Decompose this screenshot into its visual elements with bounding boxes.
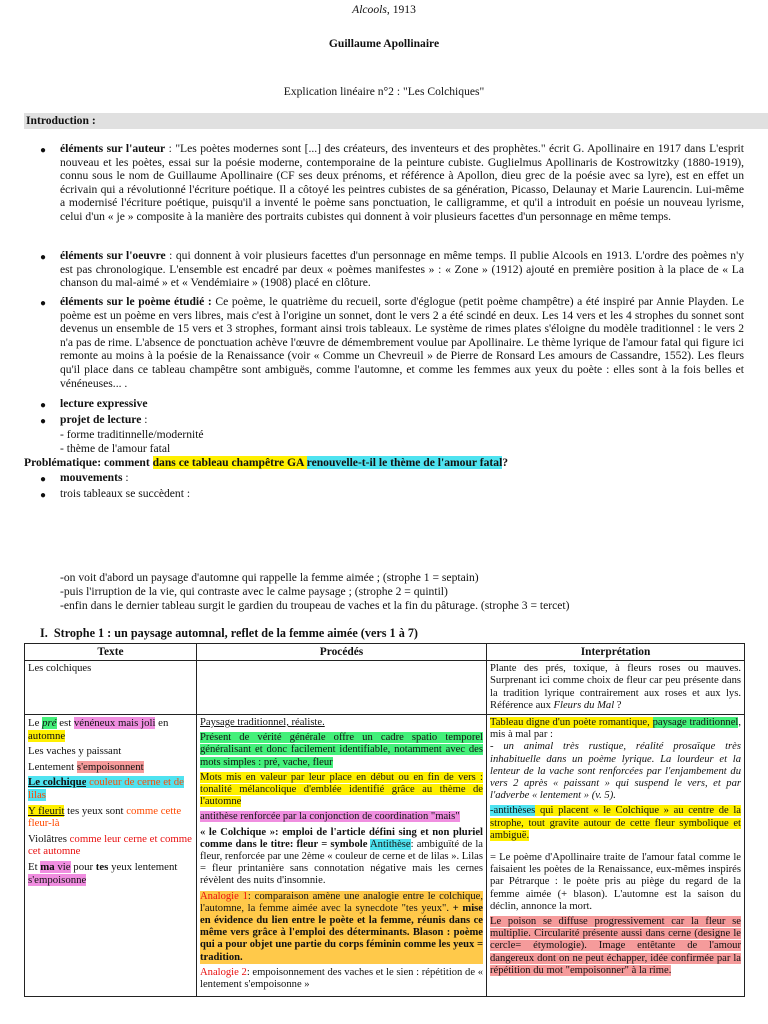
poem-word-pre: pré — [42, 717, 57, 730]
poem-line-2 — [28, 745, 193, 758]
author-name: Guillaume Apollinaire — [328, 37, 440, 50]
header-procedes: Procédés — [197, 644, 487, 661]
interp-1-highlight: paysage traditionnel — [652, 717, 739, 729]
interp-1-c: - un animal très rustique, réalité prosaïque très inhabituelle dans un poème lyrique. La lourdeur et la lenteur de la vache sont renforcées par l'enjambement du vers 2 après « paissant » qui suspend le vers, et par l'adverbe « lentement » (v. 5). — [490, 741, 741, 802]
interp-1 — [490, 717, 741, 802]
interp-title-end: ? — [614, 699, 622, 711]
analysis-table — [24, 643, 745, 997]
projet-line-2: - thème de l'amour fatal — [60, 442, 171, 455]
problematique — [24, 456, 508, 470]
poem-line-text: Les vaches y paissant — [28, 745, 122, 758]
procede-3 — [200, 772, 483, 809]
interp-2-a: -antithèses — [490, 805, 536, 817]
poem-word: pour — [70, 860, 96, 873]
oeuvre-label: éléments sur l'oeuvre — [60, 249, 166, 262]
poem-word-veneneux: vénéneux mais joli — [73, 717, 156, 730]
header-texte: Texte — [25, 644, 197, 661]
section-1-number: I. — [40, 626, 48, 640]
auteur-text: : "Les poètes modernes sont [...] des créateurs, des inventeurs et des prophètes." écrit G. Apollinaire en 1917 dans L'esprit nouveau et les poètes, essai sur la poésie moderne, contemporaine de la peinture cubiste. Guglielmus Apollinaris de Kostrowitzky (1880-1919), connu sous le nom de Guillaume Apollinaire (CF ses deux prénoms, et référence à Apollon, dieu grec de la poésie avec sa lyre), est en effet un écrivain qui a révolutionné l'écriture poétique. Il a côtoyé les peintres cubistes de sa génération, Picasso, Delaunay et Marie Laurencin. Lui-même a modernisé l'écriture poétique, puisqu'il a inventé le poème sans ponctuation, le calligramme, et qu'il a introduit en poésie un nouveau lyrisme, celui d'un « je » composite à la manière des portraits cubistes qui donnent à voir plusieurs facettes d'un personnage en même temps. — [60, 142, 744, 223]
cell-interpretation — [487, 715, 745, 997]
poem-word-fleurit: Y fleurit — [28, 804, 65, 817]
section-1-title: Strophe 1 : un paysage automnal, reflet de la femme aimée (vers 1 à 7) — [53, 626, 418, 640]
poem-word: yeux lentement — [108, 860, 178, 873]
poem-line-5 — [28, 805, 193, 830]
poem-word-empoisonne: s'empoisonne — [28, 873, 87, 886]
poem-word-empoisonnent: s'empoisonnent — [76, 760, 144, 773]
poeme-label: éléments sur le poème étudié : — [60, 295, 212, 308]
poem-word: Lentement — [28, 760, 77, 773]
poem-word-comparaison: comme cette fleur-là — [28, 804, 182, 830]
procede-5-rest: : ambiguïté de la fleur, renforcée par une 2ème « couleur de cerne et de lilas ». Lilas = fleur printanière sans connotation négative mais les cernes révèlent des nuits d'insomnie. — [200, 838, 483, 887]
cell-texte-poem — [25, 715, 197, 997]
trois-tableaux: trois tableaux se succèdent : — [60, 487, 191, 500]
poem-word-comme: comme leur cerne et comme cet automne — [28, 832, 192, 858]
poeme-text: Ce poème, le quatrième du recueil, sorte d'églogue (petit poème champêtre) a été inspiré par Annie Playden. Le poème est un poème en vers libres, mais c'est à l'origine un sonnet, dont le vers 2 a été scindé en deux. Les 14 vers et les 4 strophes du sonnet sont devenus un ensemble de 15 vers et 3 strophes, formant ainsi trois tableaux. Le système de rimes plates s'éloigne du modèle traditionnel : le vers 2 n'a pas de rime. L'absence de ponctuation achève l'œuvre de démembrement voulue par Apollinaire. Le thème lyrique de l'amour fatal qui figure ici remonte au moins à la poésie de la Renaissance (voir « Comme un Chevreuil » de Pierre de Ronsard Les amours de Cassandre, 1552). Les fleurs qu'il place dans ce tableau champêtre sont ambiguës, comme l'automne, et comme les femmes aux yeux du poète : elles sont à la fois belles et vénéneuses... . — [60, 295, 745, 390]
interp-3: = Le poème d'Apollinaire traite de l'amour fatal comme le faisaient les poètes de la Renaissance, eux-mêmes inspirés par Pétrarque : le poète pris au piège du regard de la femme aimée (+ blason). L'automne est la saison du déclin, annonce la mort. — [490, 852, 741, 912]
bullet-icon: ● — [40, 416, 47, 427]
bullet-icon: ● — [40, 298, 47, 309]
interp-2 — [490, 805, 741, 842]
cell-procedes — [197, 715, 487, 997]
poem-word: Et — [28, 860, 41, 873]
poem-word-ma: ma — [40, 860, 55, 873]
bullet-icon: ● — [40, 400, 47, 411]
procede-2 — [200, 732, 483, 769]
introduction-heading: Introduction : — [24, 113, 768, 129]
mouvements-colon: : — [122, 471, 129, 484]
poem-word: Violâtres — [28, 832, 70, 845]
work-title — [0, 3, 768, 17]
interp-4 — [490, 916, 741, 977]
projet-colon: : — [141, 413, 148, 426]
procede-7-label: Analogie 2 — [200, 966, 247, 978]
bullet-icon: ● — [40, 474, 47, 485]
work-title-name: Alcools — [352, 3, 387, 16]
procede-7 — [200, 967, 483, 991]
lecture-label: lecture expressive — [60, 397, 148, 410]
poem-word-automne: automne — [28, 729, 66, 742]
projet-label — [60, 413, 147, 427]
procede-7-text: : empoisonnement des vaches et le sien : répétition de « lentement s'empoisonne » — [200, 966, 483, 991]
procede-3-text: Mots mis en valeur par leur place en début ou en fin de vers : tonalité mélancolique d'emblée identifié grâce au thème de l'automne — [200, 771, 483, 808]
procede-1: Paysage traditionnel, réaliste. — [200, 717, 325, 729]
table-row — [25, 715, 745, 997]
interp-2-b: qui placent « le Colchique » au centre de la strophe, tout gravite autour de cette fleur symbolique et ambiguë. — [490, 805, 741, 841]
procede-2-text: Présent de vérité générale offre un cadre spatio temporel généralisant et donc facilement identifiable, notamment avec des mots simples : pré, vache, fleur — [200, 732, 483, 768]
oeuvre-text: : qui donnent à voir plusieurs facettes d'un personnage en même temps. Il publie Alcools en 1913. L'ordre des poèmes n'y est pas chronologique. L'ensemble est encadré par deux « poèmes manifestes » : « Zone » (1912) ajouté en première position à la place de « La chanson du mal-aimé » et « Vendémiaire » (1908) placé en clôture. — [60, 249, 744, 290]
procede-6-label: Analogie 1 — [200, 890, 248, 902]
cell-procedes-empty — [197, 661, 487, 715]
interp-4-text: Le poison se diffuse progressivement car la fleur se multiplie. Circularité présente aussi dans cerne (designe le cercle= étymologie). Image entêtante de l'amour dangereux dont on ne peut échapper, idée confirmée par la répétition du mot "empoisonner" à la rime. — [490, 916, 741, 976]
poem-line-1 — [28, 717, 193, 742]
mouvements-label — [60, 471, 129, 485]
interp-1-b: , mis à mal par : — [490, 717, 741, 741]
poem-line-7 — [28, 861, 193, 886]
poem-word-couleur: couleur de cerne et de lilas — [28, 776, 184, 801]
movement-1: -on voit d'abord un paysage d'automne qui rappelle la femme aimée ; (strophe 1 = septain) — [60, 571, 479, 584]
problematique-highlight-1: dans ce tableau champêtre GA — [152, 456, 307, 469]
movement-3: -enfin dans le dernier tableau surgit le gardien du troupeau de vaches et la fin du pâturage. (strophe 3 = tercet) — [60, 599, 570, 612]
procede-5-bold: « le Colchique »: emploi de l'article défini sing et non pluriel comme dans le titre: fleur = symbole — [200, 826, 483, 850]
projet-line-1: - forme traditinnelle/modernité — [60, 428, 204, 441]
poeme-paragraph — [60, 295, 744, 390]
procede-6-text: : comparaison amène une analogie entre le colchique, l'automne, la femme aimée avec la synecdote "tes yeux". — [200, 890, 483, 914]
poem-word: est — [56, 717, 74, 730]
interp-title-italic: Fleurs du Mal — [553, 699, 615, 711]
bullet-icon: ● — [40, 145, 47, 156]
poem-line-3 — [28, 761, 193, 774]
interp-1-a: Tableau digne d'un poète romantique, — [490, 717, 653, 729]
procede-5-antithese: Antithèse — [370, 838, 411, 850]
procede-4 — [200, 811, 483, 823]
problematique-label: Problématique: comment — [24, 456, 153, 469]
bullet-icon: ● — [40, 252, 47, 263]
projet-label-text: projet de lecture — [60, 413, 142, 426]
table-row — [25, 661, 745, 715]
header-interpretation: Interprétation — [487, 644, 745, 661]
interp-title-text: Plante des prés, toxique, à fleurs roses ou mauves. Surprenant ici comme choix de fleur car peu présente dans la tradition lyrique contrairement aux roses et aux lys. Référence aux — [490, 663, 741, 711]
section-1-heading — [40, 627, 418, 641]
poem-line-6 — [28, 833, 193, 858]
cell-interp-title — [487, 661, 745, 715]
poem-word: en — [155, 717, 169, 730]
work-year: , 1913 — [386, 3, 416, 16]
movement-2: -puis l'irruption de la vie, qui contraste avec le calme paysage ; (strophe 2 = quintil) — [60, 585, 448, 598]
cell-texte-title: Les colchiques — [25, 661, 197, 715]
auteur-label: éléments sur l'auteur — [60, 142, 166, 155]
poem-word: tes yeux sont — [64, 804, 127, 817]
problematique-highlight-2: renouvelle-t-il le thème de l'amour fatal — [306, 456, 503, 469]
table-header-row — [25, 644, 745, 661]
mouvements-label-text: mouvements — [60, 471, 123, 484]
poem-word-colchique: Le colchique — [28, 776, 87, 789]
procede-6-bold: + mise en évidence du lien entre le poète et la femme, réunis dans ce même vers grâce à l'emploi des déterminants. Blason : poème qui a pour objet une partie du corps féminin comme les yeux = tradition. — [200, 902, 483, 963]
poem-word: Le — [28, 717, 43, 730]
subtitle: Explication linéaire n°2 : "Les Colchiques" — [283, 85, 485, 98]
problematique-end: ? — [502, 456, 509, 469]
procede-4-text: antithèse renforcée par la conjonction de coordination "mais" — [200, 811, 460, 823]
procede-6 — [200, 891, 483, 964]
poem-word-tes: tes — [95, 860, 109, 873]
procede-5 — [200, 827, 483, 888]
poem-line-4 — [28, 776, 193, 801]
bullet-icon: ● — [40, 490, 47, 501]
poem-word-vie: vie — [54, 860, 71, 873]
auteur-paragraph — [60, 142, 744, 224]
oeuvre-paragraph — [60, 249, 744, 290]
